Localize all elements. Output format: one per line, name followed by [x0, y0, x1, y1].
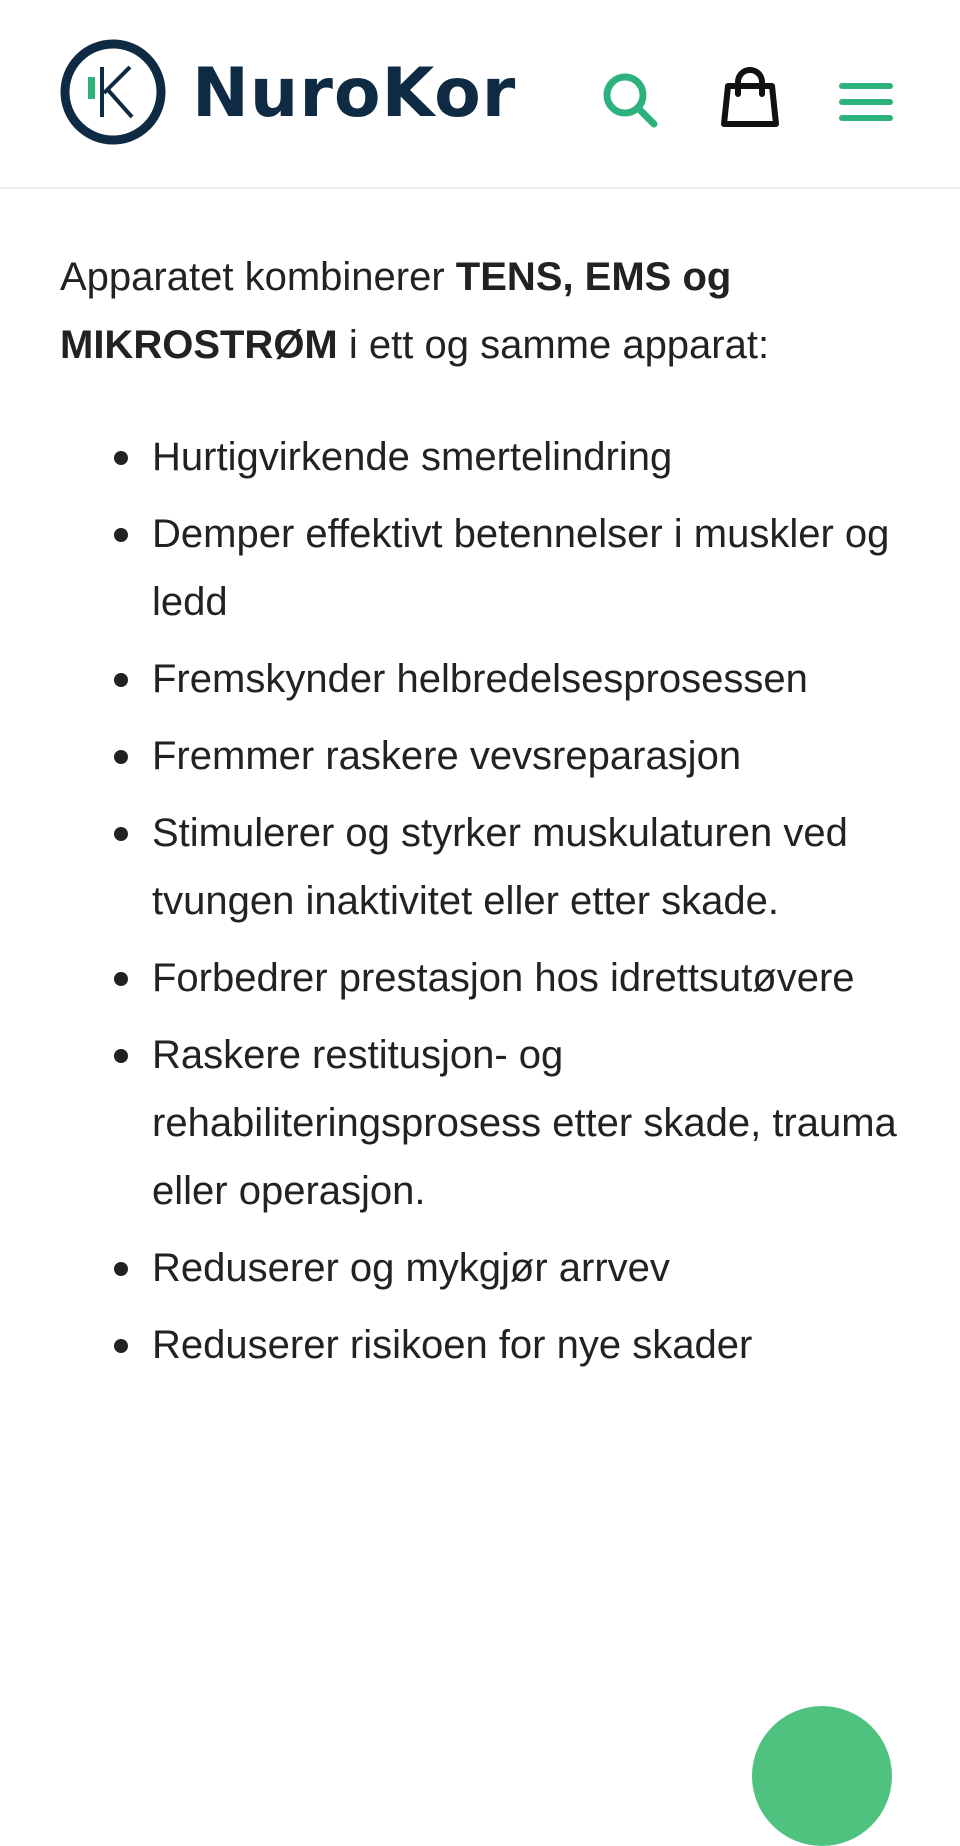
- list-item-text: Raskere restitusjon- og rehabiliteringsprosess etter skade, trauma eller operasjon.: [152, 1033, 897, 1213]
- list-item: [152, 799, 910, 935]
- list-item: [152, 1021, 910, 1225]
- intro-prefix: Apparatet kombinerer: [60, 255, 456, 299]
- bullet-icon: [114, 750, 128, 764]
- list-item: [152, 1234, 910, 1302]
- bullet-icon: [114, 1262, 128, 1276]
- cart-button[interactable]: [718, 66, 782, 130]
- brand-logo[interactable]: [58, 38, 516, 146]
- list-item-text: Reduserer og mykgjør arrvev: [152, 1246, 670, 1290]
- list-item-text: Hurtigvirkende smertelindring: [152, 435, 673, 479]
- list-item-text: Fremmer raskere vevsreparasjon: [152, 734, 742, 778]
- product-description: [60, 243, 910, 1388]
- chat-button[interactable]: [752, 1706, 892, 1846]
- intro-paragraph: [60, 243, 910, 379]
- bullet-icon: [114, 528, 128, 542]
- list-item: [152, 722, 910, 790]
- list-item: [152, 944, 910, 1012]
- bullet-icon: [114, 673, 128, 687]
- list-item: [152, 645, 910, 713]
- list-item-text: Forbedrer prestasjon hos idrettsutøvere: [152, 956, 855, 1000]
- list-item: [152, 500, 910, 636]
- list-item: [152, 1311, 910, 1379]
- feature-list: [60, 423, 910, 1379]
- shopping-bag-icon: [718, 66, 782, 130]
- list-item-text: Fremskynder helbredelsesprosessen: [152, 657, 808, 701]
- list-item: [152, 423, 910, 491]
- bullet-icon: [114, 972, 128, 986]
- list-item-text: Stimulerer og styrker muskulaturen ved tvungen inaktivitet eller etter skade.: [152, 811, 848, 923]
- bullet-icon: [114, 1339, 128, 1353]
- menu-button[interactable]: [836, 74, 896, 130]
- search-icon: [600, 70, 664, 134]
- bullet-icon: [114, 827, 128, 841]
- logo-k-icon: [58, 37, 168, 147]
- intro-suffix: i ett og samme apparat:: [337, 323, 770, 367]
- bullet-icon: [114, 1049, 128, 1063]
- brand-name: NuroKor: [192, 54, 517, 133]
- search-button[interactable]: [600, 70, 664, 134]
- intro-bold-mikrostrom: MIKROSTRØM: [60, 323, 338, 367]
- bullet-icon: [114, 451, 128, 465]
- list-item-text: Demper effektivt betennelser i muskler og ledd: [152, 512, 890, 624]
- site-header: [0, 0, 960, 189]
- hamburger-menu-icon: [836, 74, 896, 130]
- intro-bold-tens-ems: TENS, EMS og: [455, 255, 732, 299]
- list-item-text: Reduserer risikoen for nye skader: [152, 1323, 753, 1367]
